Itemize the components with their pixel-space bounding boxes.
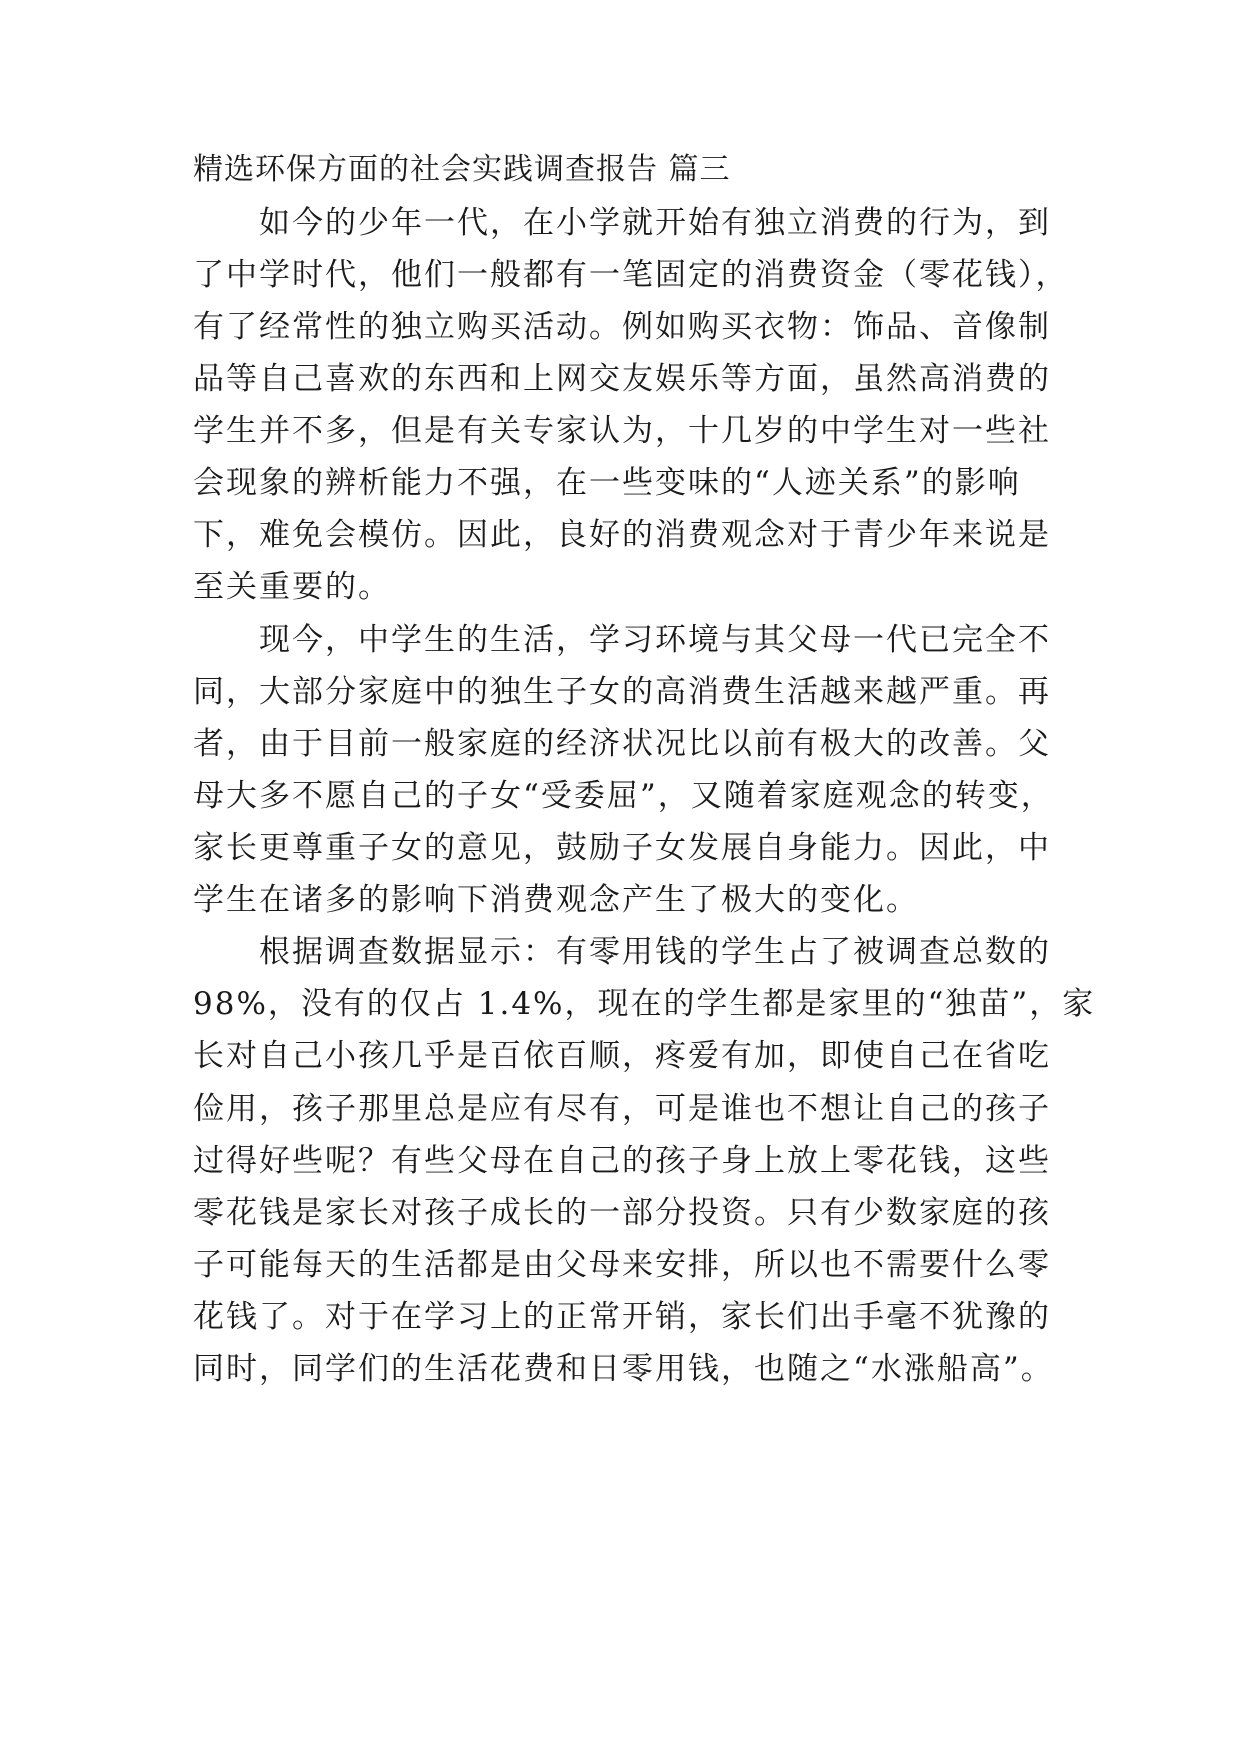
text-line: 家长更尊重子女的意见，鼓励子女发展自身能力。因此，中	[193, 830, 1051, 866]
text-line: 学生在诸多的影响下消费观念产生了极大的变化。	[193, 882, 919, 918]
text-line: 98%，没有的仅占 1.4%，现在的学生都是家里的“独苗”，家	[193, 986, 1096, 1022]
text-line: 会现象的辨析能力不强，在一些变味的“人迹关系”的影响	[193, 465, 1021, 501]
text-line: 过得好些呢？有些父母在自己的孩子身上放上零花钱，这些	[193, 1143, 1051, 1179]
text-line: 有了经常性的独立购买活动。例如购买衣物：饰品、音像制	[193, 309, 1051, 345]
text-line: 零花钱是家长对孩子成长的一部分投资。只有少数家庭的孩	[193, 1195, 1051, 1231]
text-line: 根据调查数据显示：有零用钱的学生占了被调查总数的	[193, 934, 1051, 970]
text-line: 者，由于目前一般家庭的经济状况比以前有极大的改善。父	[193, 726, 1051, 762]
text-line: 同，大部分家庭中的独生子女的高消费生活越来越严重。再	[193, 674, 1051, 710]
document-title: 精选环保方面的社会实践调查报告 篇三	[193, 152, 731, 187]
text-line: 现今，中学生的生活，学习环境与其父母一代已完全不	[193, 622, 1051, 658]
text-line: 俭用，孩子那里总是应有尽有，可是谁也不想让自己的孩子	[193, 1091, 1051, 1127]
text-line: 如今的少年一代，在小学就开始有独立消费的行为，到	[193, 205, 1051, 241]
text-line: 长对自己小孩几乎是百依百顺，疼爱有加，即使自己在省吃	[193, 1038, 1051, 1074]
text-line: 子可能每天的生活都是由父母来安排，所以也不需要什么零	[193, 1247, 1051, 1283]
text-line: 花钱了。对于在学习上的正常开销，家长们出手毫不犹豫的	[193, 1299, 1051, 1335]
text-line: 下，难免会模仿。因此，良好的消费观念对于青少年来说是	[193, 517, 1051, 553]
text-line: 至关重要的。	[193, 569, 391, 605]
text-line: 母大多不愿自己的子女“受委屈”，又随着家庭观念的转变，	[193, 778, 1054, 814]
text-line: 学生并不多，但是有关专家认为，十几岁的中学生对一些社	[193, 413, 1051, 449]
text-line: 品等自己喜欢的东西和上网交友娱乐等方面，虽然高消费的	[193, 361, 1051, 397]
text-line: 了中学时代，他们一般都有一笔固定的消费资金（零花钱），	[193, 257, 1069, 293]
text-line: 同时，同学们的生活花费和日零用钱，也随之“水涨船高”。	[193, 1351, 1054, 1387]
